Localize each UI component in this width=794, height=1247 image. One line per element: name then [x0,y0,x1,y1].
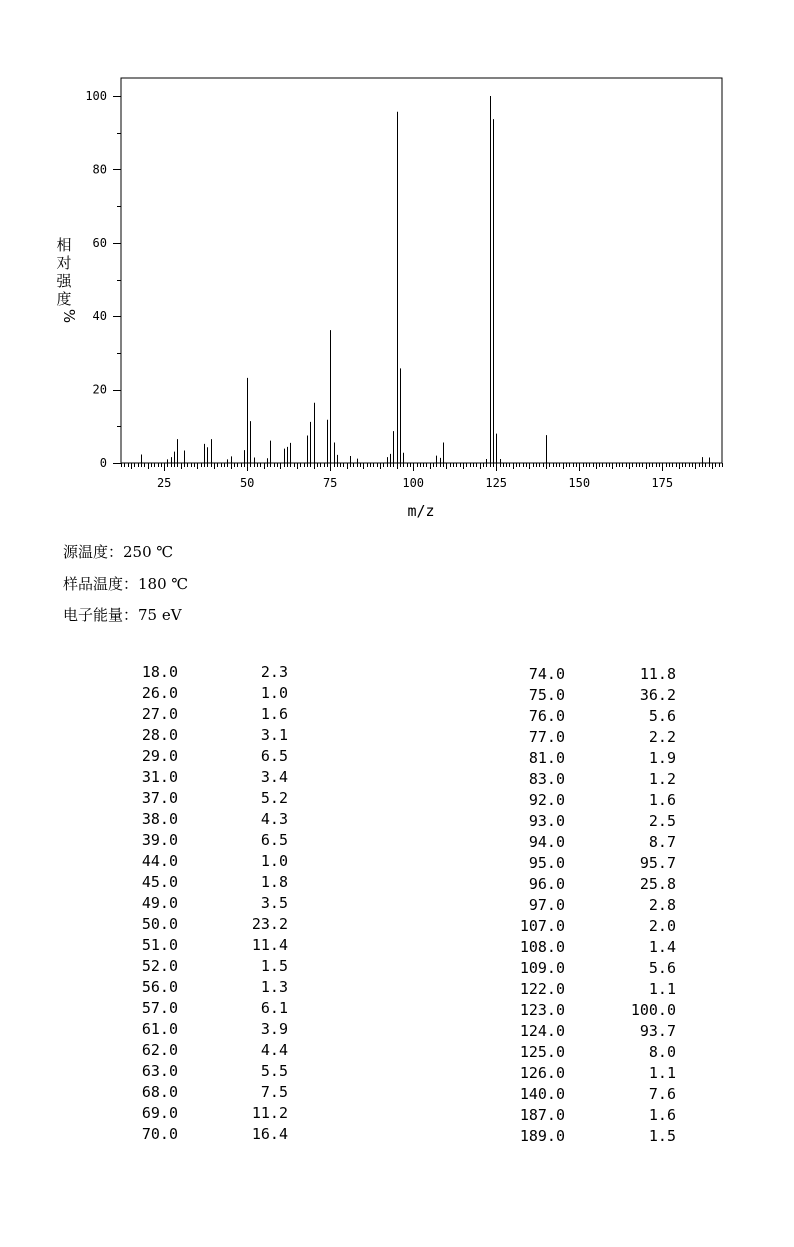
y-tick-label: 60 [92,235,107,250]
peak-mz: 57.0 [141,999,178,1017]
axis-ticks [113,97,723,472]
spectrum-bars [142,96,710,463]
peak-abundance: 7.6 [648,1085,676,1103]
peak-abundance: 8.7 [648,833,676,851]
peak-mz: 28.0 [141,726,178,744]
y-tick-label: 0 [99,456,107,470]
peak-abundance: 8.0 [648,1043,676,1061]
peak-abundance: 11.2 [251,1104,288,1122]
source-temperature [63,541,173,562]
peak-mz: 77.0 [528,728,565,746]
peak-abundance: 1.8 [260,873,288,891]
peak-table-row [0,1127,794,1148]
peak-mz: 76.0 [528,707,565,725]
peak-abundance: 2.2 [648,728,676,746]
peak-mz: 97.0 [528,896,565,914]
peak-abundance: 1.6 [648,1106,676,1124]
peak-mz: 37.0 [141,789,178,807]
electron-energy-label: 电子能量： [63,606,139,624]
peak-mz: 68.0 [141,1083,178,1101]
svg-text:相: 相 [56,236,72,254]
peak-mz: 93.0 [528,812,565,830]
peak-abundance: 3.4 [260,768,288,786]
svg-text:强: 强 [56,272,72,290]
peak-abundance: 6.5 [260,747,288,765]
peak-mz: 31.0 [141,768,178,786]
peak-table-row [0,980,794,1001]
electron-energy [63,604,182,625]
y-tick-label: 100 [85,89,107,103]
peak-table-row [0,1085,794,1106]
peak-abundance: 5.6 [648,707,676,725]
peak-mz: 124.0 [519,1022,565,1040]
mass-spectrum-chart [0,0,794,530]
peak-abundance: 1.9 [648,749,676,767]
peak-mz: 81.0 [528,749,565,767]
x-tick-label: 75 [322,476,338,490]
peak-table-row [0,812,794,833]
peak-abundance: 2.8 [648,896,676,914]
peak-table-row [0,728,794,749]
peak-mz: 45.0 [141,873,178,891]
peak-abundance: 1.6 [648,791,676,809]
peak-table-right [0,665,794,1148]
peak-abundance: 3.1 [260,726,288,744]
y-tick-label: 20 [92,382,107,397]
svg-text:度: 度 [56,290,72,308]
peak-mz: 26.0 [141,684,178,702]
peak-mz: 95.0 [528,854,565,872]
peak-mz: 38.0 [141,810,178,828]
x-tick-label: 50 [239,476,255,490]
sample-temperature-value: 180 ℃ [138,575,189,593]
peak-mz: 70.0 [141,1125,178,1143]
peak-abundance: 1.0 [260,852,288,870]
peak-table-row [0,1022,794,1043]
peak-table-row [0,686,794,707]
peak-mz: 96.0 [528,875,565,893]
peak-abundance: 4.4 [260,1041,288,1059]
peak-abundance: 1.1 [648,980,676,998]
y-tick-label: 80 [92,162,107,177]
peak-mz: 52.0 [141,957,178,975]
x-tick-label: 100 [402,476,425,490]
peak-abundance: 6.1 [260,999,288,1017]
peak-abundance: 2.3 [260,663,288,681]
x-tick-label: 175 [651,476,674,490]
peak-table-row [0,917,794,938]
peak-mz: 126.0 [519,1064,565,1082]
peak-abundance: 4.3 [260,810,288,828]
plot-frame [121,78,722,463]
peak-mz: 189.0 [519,1127,565,1145]
peak-mz: 107.0 [519,917,565,935]
peak-abundance: 25.8 [639,875,676,893]
peak-table-row [0,1106,794,1127]
peak-abundance: 1.6 [260,705,288,723]
peak-mz: 29.0 [141,747,178,765]
peak-abundance: 1.5 [648,1127,676,1145]
peak-table-row [0,959,794,980]
peak-abundance: 100.0 [630,1001,676,1019]
peak-mz: 83.0 [528,770,565,788]
peak-abundance: 2.0 [648,917,676,935]
peak-abundance: 5.2 [260,789,288,807]
peak-table-row [0,707,794,728]
peak-mz: 69.0 [141,1104,178,1122]
peak-abundance: 93.7 [639,1022,676,1040]
peak-abundance: 5.5 [260,1062,288,1080]
peak-abundance: 1.0 [260,684,288,702]
sample-temperature-label: 样品温度： [63,575,139,593]
x-tick-label: 125 [485,476,508,490]
peak-table-row [0,875,794,896]
peak-abundance: 23.2 [251,915,288,933]
peak-table-row [0,1064,794,1085]
peak-mz: 123.0 [519,1001,565,1019]
peak-table-row [0,938,794,959]
peak-mz: 18.0 [141,663,178,681]
peak-mz: 94.0 [528,833,565,851]
peak-abundance: 16.4 [251,1125,288,1143]
source-temperature-label: 源温度： [63,543,124,561]
peak-mz: 109.0 [519,959,565,977]
sample-temperature [63,573,188,594]
peak-mz: 125.0 [519,1043,565,1061]
peak-table-row [0,1043,794,1064]
peak-mz: 39.0 [141,831,178,849]
electron-energy-value: 75 eV [138,606,182,624]
peak-abundance: 5.6 [648,959,676,977]
peak-table-row [0,896,794,917]
y-tick-label: 40 [92,309,107,324]
peak-mz: 92.0 [528,791,565,809]
peak-abundance: 1.1 [648,1064,676,1082]
peak-mz: 75.0 [528,686,565,704]
peak-abundance: 6.5 [260,831,288,849]
peak-mz: 27.0 [141,705,178,723]
peak-table-row [0,833,794,854]
peak-table-row [0,749,794,770]
x-tick-label: 25 [156,476,172,490]
peak-abundance: 3.9 [260,1020,288,1038]
peak-abundance: 1.5 [260,957,288,975]
peak-mz: 62.0 [141,1041,178,1059]
peak-mz: 56.0 [141,978,178,996]
peak-abundance: 3.5 [260,894,288,912]
x-axis-label: m/z [407,502,435,520]
axis-tick-labels [85,89,673,490]
peak-abundance: 11.8 [639,665,676,683]
peak-mz: 122.0 [519,980,565,998]
peak-abundance: 36.2 [639,686,676,704]
svg-text:%: % [60,308,78,324]
peak-mz: 140.0 [519,1085,565,1103]
peak-mz: 63.0 [141,1062,178,1080]
peak-table-row [0,854,794,875]
peak-table-row [0,665,794,686]
peak-mz: 50.0 [141,915,178,933]
peak-mz: 61.0 [141,1020,178,1038]
peak-mz: 187.0 [519,1106,565,1124]
peak-abundance: 1.2 [648,770,676,788]
peak-mz: 74.0 [528,665,565,683]
peak-abundance: 1.4 [648,938,676,956]
peak-table-row [0,1001,794,1022]
y-axis-label [56,236,78,323]
peak-abundance: 1.3 [260,978,288,996]
peak-mz: 51.0 [141,936,178,954]
peak-table-row [0,770,794,791]
peak-abundance: 95.7 [639,854,676,872]
x-tick-label: 150 [568,476,591,490]
peak-abundance: 11.4 [251,936,288,954]
peak-abundance: 7.5 [260,1083,288,1101]
peak-mz: 44.0 [141,852,178,870]
svg-text:对: 对 [56,254,72,272]
peak-mz: 108.0 [519,938,565,956]
source-temperature-value: 250 ℃ [123,543,174,561]
peak-abundance: 2.5 [648,812,676,830]
peak-table-row [0,791,794,812]
peak-mz: 49.0 [141,894,178,912]
